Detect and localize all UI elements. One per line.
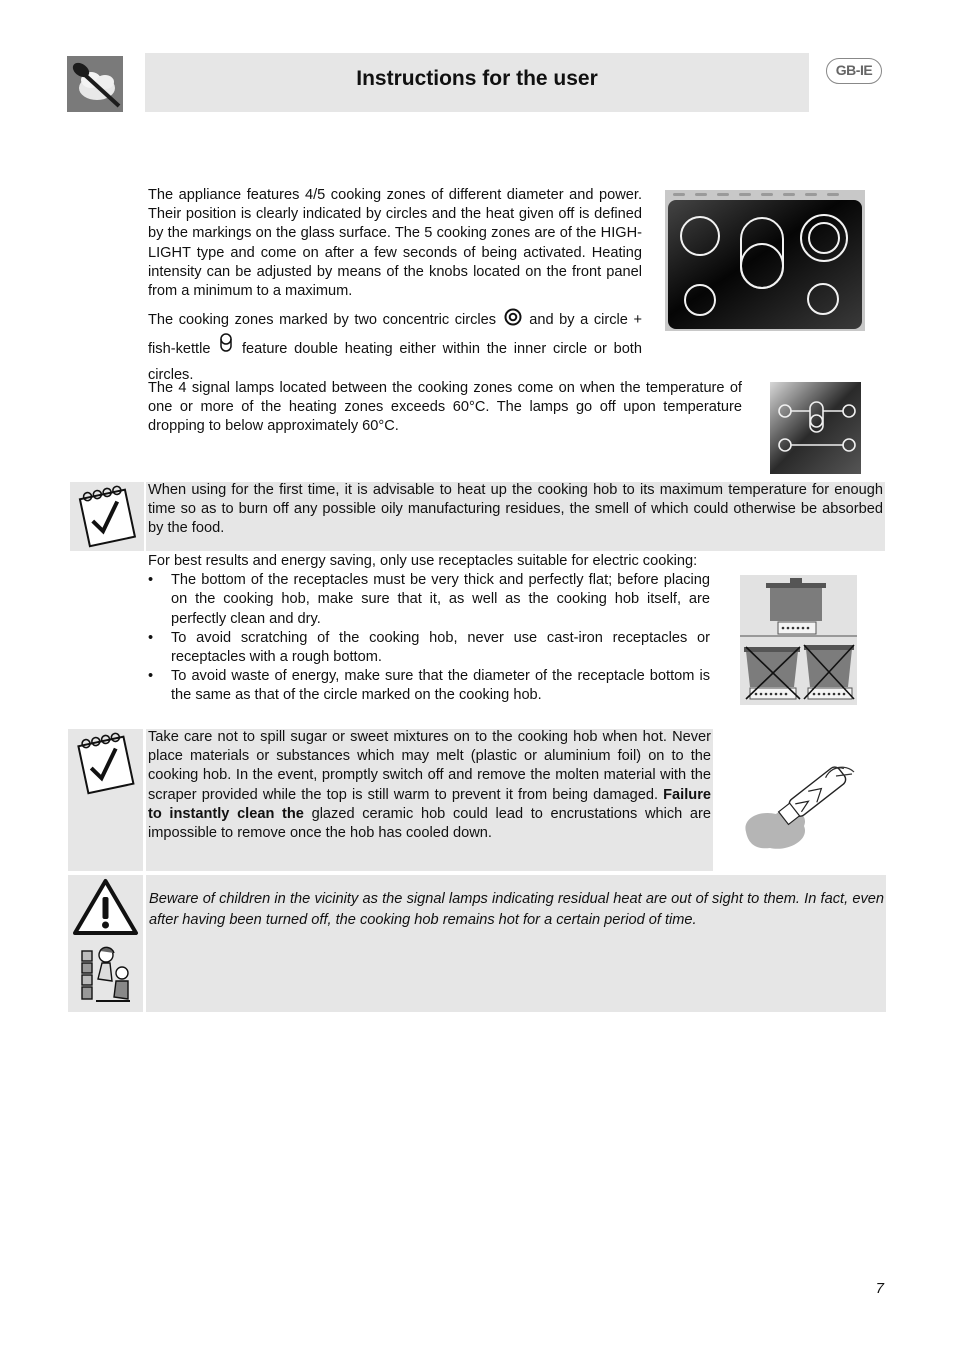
notepad-check-icon xyxy=(68,729,143,798)
concentric-circles-icon xyxy=(504,308,522,326)
children-icon xyxy=(82,947,130,1001)
warning-text: Beware of children in the vicinity as the signal lamps indicating residual heat are out of sight to them. In fact, even after having been turned off, the cooking hob remains hot for a certain period of time. xyxy=(149,891,884,928)
scraper-image xyxy=(740,760,858,852)
bad-pot-right xyxy=(804,645,854,699)
double-zone-text-a: The cooking zones marked by two concentric circles xyxy=(148,312,497,329)
spoon-chef-hat-icon xyxy=(67,56,123,112)
language-badge: GB-IE xyxy=(826,58,882,84)
list-item: • The bottom of the receptacles must be very thick and perfectly flat; before placing on the cooking hob, make sure that it, as well as the cooking hob itself, are perfectly clean and dry. xyxy=(148,572,710,627)
double-zone-paragraph xyxy=(148,307,642,388)
note2-text: Take care not to spill sugar or sweet mixtures on to the cooking hob when hot. Never place materials or substances which may melt (plastic or aluminium foil) on to the cooking hob. In the event, promptly switch off and remove the molten material with the scraper provided while the top is still warm to prevent it from being damaged. Failure to instantly clean the glazed ceramic hob could lead to encrustations which are impossible to remove once the hob has cooled down. xyxy=(148,729,712,842)
note2-icon-panel xyxy=(68,729,143,871)
header-logo-icon xyxy=(67,56,123,112)
warning-triangle-icon xyxy=(75,881,136,933)
bad-pot-left xyxy=(744,647,800,699)
note1-text: When using for the first time, it is advisable to heat up the cooking hob to its maximum temperature for enough time so as to burn off any possible oily manufacturing residues, the smell of which could otherwise be absorbed by the food. xyxy=(148,482,883,537)
receptacles-image xyxy=(740,575,857,705)
note1-panel xyxy=(146,482,885,551)
warning-panel xyxy=(146,875,886,1012)
list-item: • To avoid waste of energy, make sure that the diameter of the receptacle bottom is the same as that of the circle marked on the cooking hob. xyxy=(148,668,710,704)
note2-panel xyxy=(146,729,713,871)
intro-section xyxy=(148,186,642,388)
ceramic-hob-image xyxy=(665,190,865,331)
receptacles-list xyxy=(148,571,710,705)
warning-icon-panel xyxy=(68,875,143,1012)
double-zone-text-c: feature double heating either within the inner circle or both circles. xyxy=(148,341,642,384)
page-title: Instructions for the user xyxy=(356,67,598,90)
receptacles-intro: For best results and energy saving, only use receptacles suitable for electric cooking: xyxy=(148,553,698,569)
receptacles-section xyxy=(148,552,710,706)
double-zone-text-b: and by a circle + fish-kettle xyxy=(148,312,642,358)
signal-lamps-diagram xyxy=(770,382,861,474)
notepad-check-icon xyxy=(70,482,144,551)
list-item: • To avoid scratching of the cooking hob, never use cast-iron receptacles or receptacles with a rough bottom. xyxy=(148,629,710,666)
signal-lamps-paragraph: The 4 signal lamps located between the cooking zones come on when the temperature of one or more of the heating zones exceeds 60°C. The lamps go off upon temperature dropping to below approximately 60°C. xyxy=(148,380,742,435)
page-number: 7 xyxy=(875,1280,884,1297)
note-icon-panel xyxy=(70,482,144,551)
fish-kettle-icon xyxy=(219,333,233,355)
intro-paragraph: The appliance features 4/5 cooking zones of different diameter and power. Their position is clearly indicated by circles and the heat given off is defined by the markings on the glass surface. The 5 cooking zones are of the HIGH-LIGHT type and come on after a few seconds of being activated. Heating intensity can be adjusted by means of the knobs located on the front panel from a minimum to a maximum. xyxy=(148,187,642,300)
